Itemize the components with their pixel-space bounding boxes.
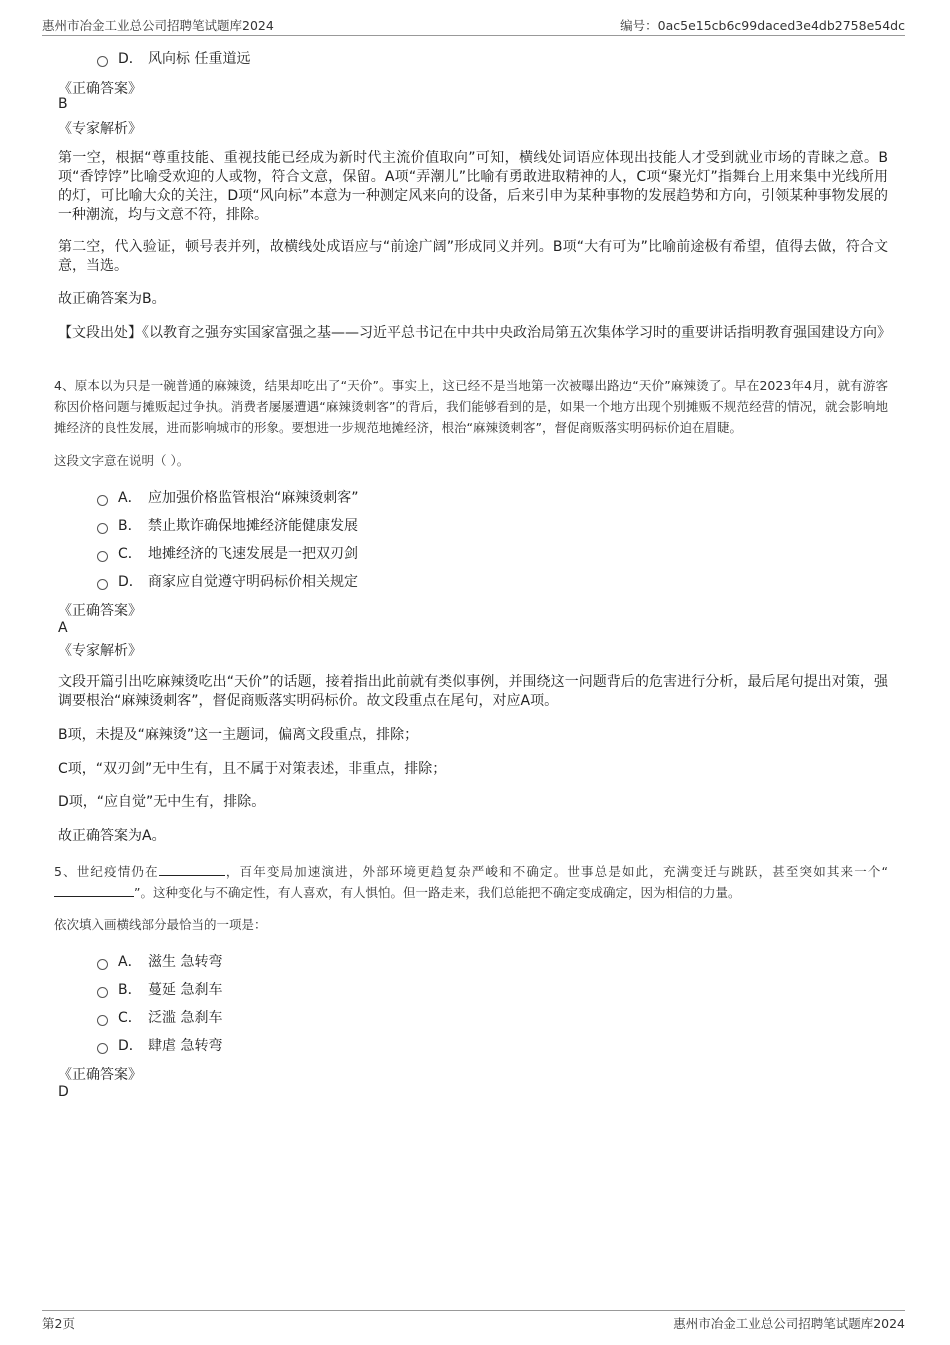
- option-text: 蔓延 急刹车: [148, 982, 223, 998]
- page-header: [42, 14, 905, 36]
- option-letter: D．: [118, 51, 143, 67]
- q4-analysis-para-3: C项，“双刃剑”无中生有，且不属于对策表述，非重点，排除；: [58, 761, 447, 777]
- q5-text-part-1: 5、世纪疫情仍在: [54, 864, 159, 879]
- option-letter: A．: [118, 954, 142, 970]
- q5-text-part-3: ”。这种变化与不确定性，有人喜欢，有人惧怕。但一路走来，我们总能把不确定变成确定，因为相信的力量。: [134, 885, 741, 900]
- q4-answer: A: [58, 620, 68, 636]
- q4-answer-label: 《正确答案》: [58, 603, 142, 619]
- option-text: 肆虐 急转弯: [148, 1038, 223, 1054]
- q3-answer-label: 《正确答案》: [58, 81, 142, 97]
- q5-answer-label: 《正确答案》: [58, 1067, 142, 1083]
- option-text: 应加强价格监管根治“麻辣烫刺客”: [148, 490, 359, 506]
- option-text: 地摊经济的飞速发展是一把双刃剑: [148, 546, 358, 562]
- q5-prompt: 依次填入画横线部分最恰当的一项是：: [54, 917, 267, 932]
- header-serial: 编号：0ac5e15cb6c99daced3e4db2758e54dc: [620, 18, 905, 33]
- q5-option-d[interactable]: [97, 1035, 222, 1055]
- radio-icon[interactable]: [97, 987, 108, 998]
- radio-icon[interactable]: [97, 523, 108, 534]
- radio-icon[interactable]: [97, 495, 108, 506]
- option-letter: C．: [118, 546, 142, 562]
- radio-icon[interactable]: [97, 1015, 108, 1026]
- q4-option-a[interactable]: [97, 487, 359, 507]
- q3-answer: B: [58, 96, 68, 112]
- q4-question-text: 4、原本以为只是一碗普通的麻辣烫，结果却吃出了“天价”。事实上，这已经不是当地第一次被曝出路边“天价”麻辣烫了。早在2023年4月，就有游客称因价格问题与摊贩起过争执。消费者屡屡遭遇“麻辣烫刺客”的背后，我们能够看到的是，如果一个地方出现个别摊贩不规范经营的情况，就会影响地摊经济的良性发展，进而影响城市的形象。要想进一步规范地摊经济，根治“麻辣烫刺客”，督促商贩落实明码标价迫在眉睫。: [54, 378, 888, 435]
- header-title: 惠州市冶金工业总公司招聘笔试题库2024: [42, 18, 274, 33]
- q3-analysis-para-1: 第一空，根据“尊重技能、重视技能已经成为新时代主流价值取向”可知，横线处词语应体现出技能人才受到就业市场的青睐之意。B项“香饽饽”比喻受欢迎的人或物，符合文意，保留。A项“弄潮儿”比喻有勇敢进取精神的人，C项“聚光灯”指舞台上用来集中光线所用的灯，可比喻大众的关注，D项“风向标”本意为一种测定风来向的设备，后来引申为某种事物的发展趋势和方向，引领某种事物发展的一种潮流，均与文意不符，排除。: [58, 150, 888, 223]
- q5-blank-1: [159, 863, 225, 876]
- q4-option-d[interactable]: [97, 571, 358, 591]
- q4-prompt: 这段文字意在说明（ ）。: [54, 453, 190, 468]
- option-letter: D．: [118, 574, 143, 590]
- footer-page-number: 第2页: [42, 1316, 75, 1331]
- option-letter: C．: [118, 1010, 142, 1026]
- option-letter: B．: [118, 518, 142, 534]
- q3-analysis-label: 《专家解析》: [58, 121, 142, 137]
- q5-option-a[interactable]: [97, 951, 222, 971]
- q4-analysis-para-2: B项，未提及“麻辣烫”这一主题词，偏离文段重点，排除；: [58, 727, 419, 743]
- radio-icon[interactable]: [97, 959, 108, 970]
- q5-question-text: [54, 861, 888, 903]
- q4-option-b[interactable]: [97, 515, 358, 535]
- page-footer: [42, 1310, 905, 1334]
- q3-option-d[interactable]: [97, 48, 250, 68]
- radio-icon[interactable]: [97, 579, 108, 590]
- q4-analysis-para-1: 文段开篇引出吃麻辣烫吃出“天价”的话题，接着指出此前就有类似事例，并围绕这一问题背后的危害进行分析，最后尾句提出对策，强调要根治“麻辣烫刺客”，督促商贩落实明码标价。故文段重点在尾句，对应A项。: [58, 674, 888, 709]
- q4-analysis-para-4: D项，“应自觉”无中生有，排除。: [58, 794, 266, 810]
- option-text: 滋生 急转弯: [148, 954, 223, 970]
- q5-text-part-2: ，百年变局加速演进，外部环境更趋复杂严峻和不确定。世事总是如此，充满变迁与跳跃，甚至突如其来一个“: [224, 864, 888, 879]
- q5-answer: D: [58, 1084, 69, 1100]
- radio-icon[interactable]: [97, 1043, 108, 1054]
- q3-source: 【文段出处】《以教育之强夯实国家富强之基——习近平总书记在中共中央政治局第五次集体学习时的重要讲话指明教育强国建设方向》: [58, 325, 891, 341]
- option-text: 泛滥 急刹车: [148, 1010, 223, 1026]
- option-text: 禁止欺诈确保地摊经济能健康发展: [148, 518, 358, 534]
- radio-icon[interactable]: [97, 551, 108, 562]
- option-letter: A．: [118, 490, 142, 506]
- q5-blank-2: [54, 884, 134, 897]
- q5-option-c[interactable]: [97, 1007, 222, 1027]
- q5-option-b[interactable]: [97, 979, 222, 999]
- footer-title: 惠州市冶金工业总公司招聘笔试题库2024: [673, 1316, 905, 1331]
- q4-analysis-para-5: 故正确答案为A。: [58, 828, 166, 844]
- option-text: 商家应自觉遵守明码标价相关规定: [148, 574, 358, 590]
- q4-analysis-label: 《专家解析》: [58, 643, 142, 659]
- option-text: 风向标 任重道远: [148, 51, 251, 67]
- radio-icon[interactable]: [97, 56, 108, 67]
- q3-analysis-para-2: 第二空，代入验证，顿号表并列，故横线处成语应与“前途广阔”形成同义并列。B项“大有可为”比喻前途极有希望，值得去做，符合文意，当选。: [58, 239, 888, 274]
- option-letter: D．: [118, 1038, 143, 1054]
- option-letter: B．: [118, 982, 142, 998]
- q4-option-c[interactable]: [97, 543, 358, 563]
- q3-analysis-para-3: 故正确答案为B。: [58, 291, 166, 307]
